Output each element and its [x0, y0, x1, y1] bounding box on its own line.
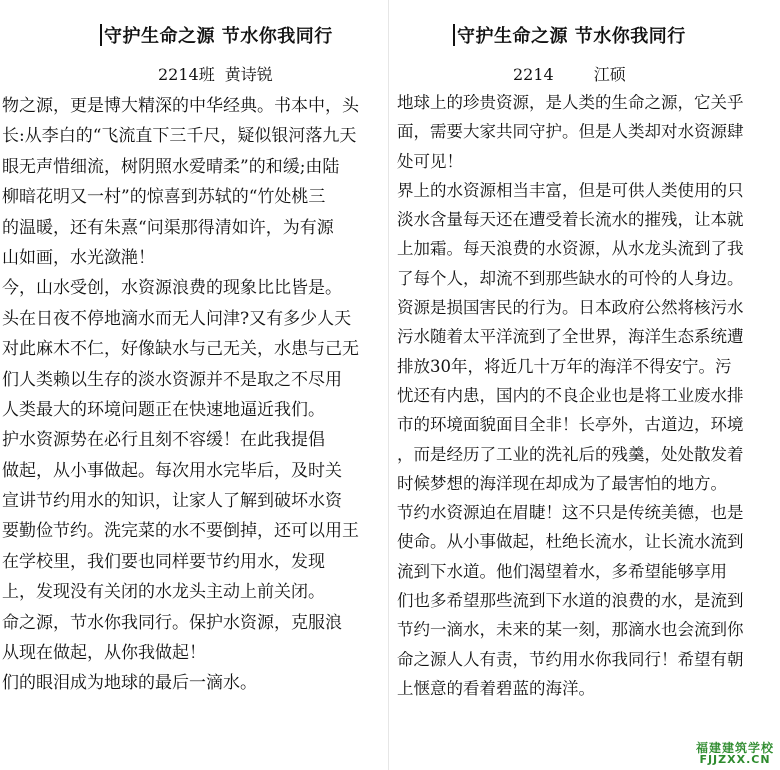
- watermark-url: FJJZXX.CN: [699, 753, 771, 767]
- text-cursor: [453, 24, 455, 46]
- text-line: 节约一滴水，未来的某一刻，那滴水也会流到你: [397, 620, 744, 640]
- text-line: 们也多希望那些流到下水道的浪费的水，是流到: [397, 591, 744, 611]
- site-watermark: [696, 742, 774, 766]
- text-line: 做起，从小事做起。每次用水完毕后，及时关: [2, 460, 342, 481]
- text-line: 上，发现没有关闭的水龙头主动上前关闭。: [2, 582, 325, 603]
- text-line: 上加霜。每天浪费的水资源，从水龙头流到了我: [397, 239, 744, 259]
- text-line: 流到下水道。他们渴望着水，多希望能够享用: [397, 561, 727, 581]
- watermark-name: 福建建筑学校: [695, 740, 774, 755]
- essay-title-text: 守护生命之源 节水你我同行: [104, 26, 333, 47]
- byline: [513, 62, 626, 85]
- essay-body: [389, 88, 780, 703]
- byline: [158, 62, 273, 85]
- text-line: 命之源，节水你我同行。保护水资源，克服浪: [2, 612, 342, 633]
- essay-title: [453, 22, 686, 48]
- text-line: 界上的水资源相当丰富，但是可供人类使用的只: [397, 180, 744, 200]
- essay-body: [0, 91, 388, 699]
- text-line: ，而是经历了工业的洗礼后的残羹，处处散发着: [397, 444, 744, 464]
- text-line: 对此麻木不仁，好像缺水与己无关，水患与己无: [2, 339, 359, 360]
- text-line: 时候梦想的海洋现在却成为了最害怕的地方。: [397, 473, 727, 493]
- text-line: 们人类赖以生存的淡水资源并不是取之不尽用: [2, 369, 342, 390]
- text-line: 了每个人，却流不到那些缺水的可怜的人身边。: [397, 268, 744, 288]
- text-line: 山如画，水光潋滟！: [2, 247, 155, 268]
- text-line: 物之源，更是博大精深的中华经典。书本中，头: [2, 96, 359, 116]
- text-line: 命之源人人有责，节约用水你我同行！希望有朝: [397, 649, 744, 669]
- text-line: 人类最大的环境问题正在快速地逼近我们。: [2, 399, 325, 420]
- text-line: 淡水含量每天还在遭受着长流水的摧残，让本就: [397, 210, 744, 230]
- left-essay: [0, 0, 388, 770]
- text-line: 要勤俭节约。洗完菜的水不要倒掉，还可以用王: [2, 521, 359, 542]
- text-line: 污水随着太平洋流到了全世界，海洋生态系统遭: [397, 327, 744, 347]
- text-line: 忧还有内患，国内的不良企业也是将工业废水排: [397, 385, 744, 405]
- text-line: 使命。从小事做起，杜绝长流水，让长流水流到: [397, 532, 744, 552]
- author-name: 江硕: [593, 65, 626, 84]
- text-line: 在学校里，我们要也同样要节约用水，发现: [2, 551, 325, 572]
- text-line: 今，山水受创，水资源浪费的现象比比皆是。: [2, 278, 342, 299]
- text-line: 市的环境面貌面目全非！长亭外，古道边，环境: [397, 415, 744, 435]
- text-line: 长:从李白的“飞流直下三千尺，疑似银河落九天: [2, 126, 357, 147]
- text-line: 柳暗花明又一村”的惊喜到苏轼的“竹处桃三: [2, 187, 326, 208]
- text-line: 头在日夜不停地滴水而无人问津?又有多少人天: [2, 308, 352, 329]
- text-line: 资源是损国害民的行为。日本政府公然将核污水: [397, 298, 744, 318]
- text-line: 面，需要大家共同守护。但是人类却对水资源肆: [397, 122, 744, 142]
- text-line: 排放30年，将近几十万年的海洋不得安宁。污: [397, 356, 732, 376]
- text-line: 眼无声惜细流，树阴照水爱晴柔”的和缓;由陆: [2, 156, 340, 177]
- author-name: 黄诗锐: [224, 65, 273, 84]
- text-line: 上惬意的看着碧蓝的海洋。: [397, 678, 595, 698]
- text-line: 从现在做起，从你我做起！: [2, 643, 206, 664]
- essay-title-text: 守护生命之源 节水你我同行: [457, 26, 686, 47]
- text-cursor: [100, 24, 102, 46]
- text-line: 节约水资源迫在眉睫！这不只是传统美德，也是: [397, 503, 744, 523]
- text-line: 处可见！: [397, 151, 463, 171]
- text-line: 的温暖，还有朱熹“问渠那得清如许，为有源: [2, 217, 334, 238]
- right-essay: [388, 0, 780, 770]
- class-label: 2214班: [158, 65, 215, 84]
- essay-title: [100, 22, 333, 48]
- text-line: 护水资源势在必行且刻不容缓！在此我提倡: [2, 430, 325, 451]
- text-line: 宣讲节约用水的知识，让家人了解到破坏水资: [2, 491, 342, 512]
- text-line: 们的眼泪成为地球的最后一滴水。: [2, 673, 257, 694]
- text-line: 地球上的珍贵资源，是人类的生命之源，它关乎: [397, 93, 744, 112]
- class-label: 2214: [513, 65, 554, 84]
